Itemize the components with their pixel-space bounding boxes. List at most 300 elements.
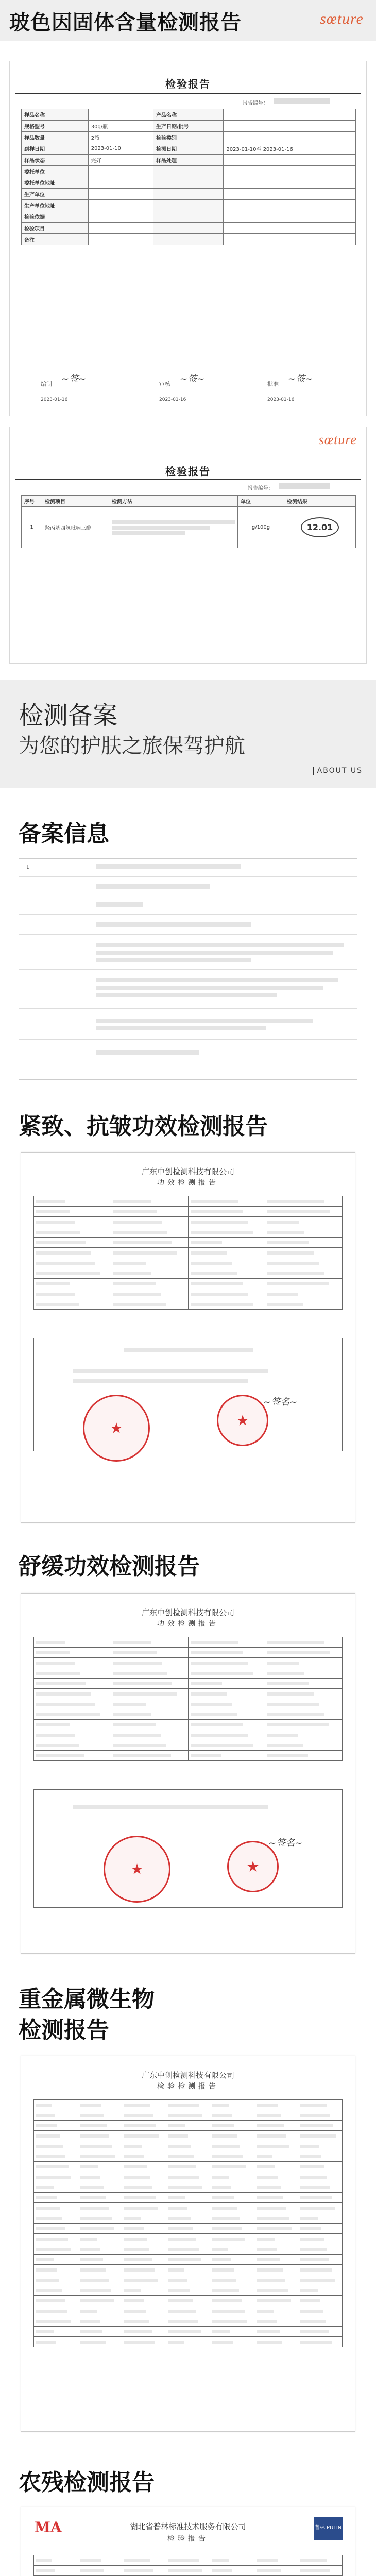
- table-cell: [78, 2141, 122, 2151]
- info-row: [22, 223, 356, 234]
- red-seal-icon: ★: [227, 1841, 279, 1892]
- table-cell: [34, 1279, 111, 1289]
- table-cell: [34, 2121, 78, 2131]
- table-cell: [210, 2131, 254, 2141]
- table-cell: [298, 2255, 343, 2265]
- info-row: [22, 132, 356, 143]
- row-value: [88, 166, 153, 177]
- filing-divider: [19, 876, 357, 877]
- table-cell: [122, 2275, 166, 2285]
- soothing-company: 广东中创检测科技有限公司: [141, 1608, 234, 1617]
- filing-field: [96, 922, 251, 927]
- row-label: 委托单位: [22, 166, 89, 177]
- table-cell: [166, 2327, 210, 2337]
- table-cell: [122, 2141, 166, 2151]
- row-unit: g/100g: [238, 507, 284, 548]
- info-row: [22, 166, 356, 177]
- table-row: [34, 1720, 343, 1730]
- table-cell: [122, 2193, 166, 2203]
- table-cell: [298, 2131, 343, 2141]
- table-cell: [111, 1238, 188, 1248]
- table-cell: [210, 2316, 254, 2327]
- table-cell: [78, 2566, 122, 2576]
- pesticide-report: [21, 2507, 355, 2576]
- table-cell: [298, 2224, 343, 2234]
- table-cell: [122, 2131, 166, 2141]
- table-cell: [78, 2172, 122, 2182]
- table-cell: [254, 2244, 298, 2255]
- table-row: [34, 1258, 343, 1268]
- table-cell: [254, 2337, 298, 2347]
- table-cell: [188, 1289, 265, 1299]
- top-banner: [0, 0, 376, 41]
- table-cell: [34, 1709, 111, 1720]
- table-cell: [298, 2141, 343, 2151]
- table-cell: [34, 2172, 78, 2182]
- row-label: 检验依据: [22, 211, 89, 223]
- table-cell: [210, 2265, 254, 2275]
- row-label: 备注: [22, 234, 89, 245]
- table-row: [34, 1299, 343, 1310]
- table-cell: [210, 2285, 254, 2296]
- row-label: 检验项目: [22, 223, 89, 234]
- antiwrinkle-report: [21, 1152, 355, 1523]
- table-cell: [111, 1740, 188, 1751]
- heavymetal-heading-2: 检测报告: [19, 2017, 109, 2043]
- table-cell: [34, 2265, 78, 2275]
- report-number-value-2: [279, 483, 330, 489]
- soothing-table: [33, 1637, 343, 1761]
- table-cell: [265, 1720, 343, 1730]
- table-cell: [166, 2172, 210, 2182]
- info-row: [22, 177, 356, 189]
- table-row: [34, 1238, 343, 1248]
- table-cell: [122, 2162, 166, 2172]
- filing-field: [96, 951, 333, 955]
- table-cell: [254, 2306, 298, 2316]
- table-row: [34, 1751, 343, 1761]
- result-table: [21, 495, 356, 548]
- row-value: [88, 189, 153, 200]
- table-cell: [254, 2296, 298, 2306]
- table-cell: [34, 2555, 78, 2566]
- table-cell: [78, 2110, 122, 2121]
- table-cell: [122, 2234, 166, 2244]
- table-cell: [254, 2275, 298, 2285]
- table-cell: [122, 2213, 166, 2224]
- table-cell: [254, 2193, 298, 2203]
- table-cell: [210, 2182, 254, 2193]
- signature-edit-label: 编制: [41, 381, 52, 387]
- table-cell: [122, 2100, 166, 2110]
- table-cell: [34, 1289, 111, 1299]
- table-cell: [188, 1248, 265, 1258]
- col-method: 检测方法: [109, 496, 238, 507]
- table-row: [34, 2265, 343, 2275]
- table-cell: [34, 2141, 78, 2151]
- col-unit: 单位: [238, 496, 284, 507]
- table-cell: [265, 1207, 343, 1217]
- row-value-2: [224, 155, 356, 166]
- table-cell: [298, 2566, 343, 2576]
- row-label-2: [153, 200, 224, 211]
- report-number-value: [274, 98, 330, 104]
- conclusion-line: [73, 1369, 268, 1373]
- table-cell: [188, 1709, 265, 1720]
- table-row: [34, 2296, 343, 2306]
- row-value-2: [224, 223, 356, 234]
- table-cell: [34, 2234, 78, 2244]
- table-cell: [188, 1751, 265, 1761]
- table-cell: [210, 2306, 254, 2316]
- table-cell: [210, 2141, 254, 2151]
- table-cell: [298, 2121, 343, 2131]
- table-row: [34, 1658, 343, 1668]
- table-cell: [188, 1279, 265, 1289]
- table-row: [34, 2234, 343, 2244]
- row-label: 样品名称: [22, 109, 89, 121]
- table-cell: [210, 2162, 254, 2172]
- table-cell: [122, 2555, 166, 2566]
- table-cell: [122, 2151, 166, 2162]
- row-value: [88, 223, 153, 234]
- table-cell: [34, 2566, 78, 2576]
- table-cell: [78, 2151, 122, 2162]
- row-value: [88, 177, 153, 189]
- table-cell: [34, 2213, 78, 2224]
- table-cell: [188, 1668, 265, 1679]
- table-cell: [188, 1227, 265, 1238]
- table-cell: [122, 2337, 166, 2347]
- row-value-2: [224, 132, 356, 143]
- table-cell: [111, 1709, 188, 1720]
- row-value: 30g/瓶: [88, 121, 153, 132]
- table-row: [34, 2162, 343, 2172]
- table-cell: [188, 1637, 265, 1648]
- info-row: [22, 234, 356, 245]
- table-row: [34, 1740, 343, 1751]
- table-cell: [188, 1299, 265, 1310]
- table-cell: [34, 1668, 111, 1679]
- table-cell: [265, 1289, 343, 1299]
- table-cell: [34, 1740, 111, 1751]
- table-cell: [122, 2244, 166, 2255]
- table-cell: [254, 2141, 298, 2151]
- table-cell: [122, 2224, 166, 2234]
- report-page-1: [9, 61, 367, 416]
- table-cell: [210, 2224, 254, 2234]
- pesticide-table: [33, 2555, 343, 2576]
- table-row: [34, 2213, 343, 2224]
- table-cell: [265, 1299, 343, 1310]
- col-no: 序号: [22, 496, 42, 507]
- table-cell: [78, 2182, 122, 2193]
- table-cell: [34, 2285, 78, 2296]
- row-label: 样品状态: [22, 155, 89, 166]
- table-cell: [254, 2203, 298, 2213]
- brand-logo-2: sœture: [318, 432, 357, 447]
- table-row: [34, 2121, 343, 2131]
- table-row: [34, 2337, 343, 2347]
- table-cell: [210, 2172, 254, 2182]
- filing-field: [96, 943, 344, 947]
- filing-field: [96, 884, 210, 889]
- report-page-2: [9, 427, 367, 664]
- row-label-2: [153, 223, 224, 234]
- table-cell: [166, 2285, 210, 2296]
- pulin-logo-text: 普林 PULIN: [314, 2525, 342, 2531]
- info-row: [22, 121, 356, 132]
- table-cell: [254, 2316, 298, 2327]
- row-value-2: [224, 109, 356, 121]
- filing-divider: [19, 914, 357, 915]
- signature: ~签名~: [263, 1397, 298, 1408]
- cma-logo-text: MA: [35, 2519, 62, 2536]
- row-value-2: 2023-01-10至 2023-01-16: [224, 143, 356, 155]
- table-cell: [122, 2110, 166, 2121]
- table-cell: [34, 1637, 111, 1648]
- table-row: [34, 2306, 343, 2316]
- table-cell: [122, 2296, 166, 2306]
- table-cell: [254, 2182, 298, 2193]
- table-cell: [298, 2275, 343, 2285]
- table-cell: [122, 2203, 166, 2213]
- table-cell: [298, 2296, 343, 2306]
- table-cell: [298, 2285, 343, 2296]
- sample-info-table: [21, 109, 356, 245]
- table-cell: [298, 2244, 343, 2255]
- filing-field: [96, 978, 338, 982]
- table-cell: [111, 1258, 188, 1268]
- table-cell: [166, 2162, 210, 2172]
- table-cell: [298, 2213, 343, 2224]
- table-cell: [122, 2121, 166, 2131]
- antiwrinkle-table: [33, 1196, 343, 1310]
- table-cell: [265, 1668, 343, 1679]
- row-value: 2瓶: [88, 132, 153, 143]
- table-cell: [34, 2327, 78, 2337]
- report-number-label-2: 报告编号：: [248, 486, 274, 492]
- table-cell: [34, 2162, 78, 2172]
- table-cell: [265, 1217, 343, 1227]
- row-label-2: [153, 211, 224, 223]
- table-cell: [265, 1679, 343, 1689]
- table-row: [34, 2224, 343, 2234]
- report-heading: 检验报告: [165, 78, 211, 90]
- table-cell: [78, 2327, 122, 2337]
- antiwrinkle-heading: 紧致、抗皱功效检测报告: [19, 1113, 268, 1140]
- table-cell: [265, 1227, 343, 1238]
- soothing-report: [21, 1593, 355, 1954]
- table-cell: [166, 2296, 210, 2306]
- table-cell: [210, 2193, 254, 2203]
- table-cell: [254, 2172, 298, 2182]
- row-value-2: [224, 200, 356, 211]
- table-cell: [34, 1658, 111, 1668]
- table-cell: [111, 1196, 188, 1207]
- table-cell: [166, 2224, 210, 2234]
- filing-field: [96, 1050, 199, 1055]
- table-cell: [34, 1730, 111, 1740]
- table-cell: [78, 2193, 122, 2203]
- filing-field: [96, 1019, 313, 1023]
- heading-divider: [15, 93, 361, 94]
- row-value-2: [224, 121, 356, 132]
- red-seal-icon: ★: [217, 1395, 268, 1446]
- row-label-2: [153, 234, 224, 245]
- row-label-2: 检验类别: [153, 132, 224, 143]
- table-cell: [34, 2337, 78, 2347]
- row-label-2: 样品处理: [153, 155, 224, 166]
- table-cell: [210, 2203, 254, 2213]
- signature-date-3: 2023-01-16: [267, 397, 295, 402]
- table-cell: [34, 2306, 78, 2316]
- table-cell: [34, 1196, 111, 1207]
- row-label: 规格型号: [22, 121, 89, 132]
- table-cell: [166, 2234, 210, 2244]
- table-cell: [298, 2203, 343, 2213]
- table-cell: [166, 2203, 210, 2213]
- table-cell: [111, 1227, 188, 1238]
- table-cell: [254, 2255, 298, 2265]
- table-cell: [78, 2100, 122, 2110]
- table-cell: [122, 2285, 166, 2296]
- row-value: [88, 211, 153, 223]
- row-label: 生产单位: [22, 189, 89, 200]
- table-cell: [188, 1689, 265, 1699]
- filing-field: [96, 902, 143, 907]
- table-cell: [254, 2234, 298, 2244]
- table-cell: [78, 2296, 122, 2306]
- filing-divider: [19, 1008, 357, 1009]
- table-cell: [298, 2162, 343, 2172]
- info-row: [22, 211, 356, 223]
- table-cell: [78, 2244, 122, 2255]
- table-cell: [166, 2255, 210, 2265]
- table-cell: [111, 1289, 188, 1299]
- pesticide-heading: 农残检测报告: [19, 2469, 155, 2496]
- table-cell: [78, 2213, 122, 2224]
- table-cell: [188, 1268, 265, 1279]
- table-cell: [34, 2203, 78, 2213]
- table-cell: [111, 1668, 188, 1679]
- table-cell: [111, 1299, 188, 1310]
- row-label-2: 检测日期: [153, 143, 224, 155]
- table-row: [34, 2327, 343, 2337]
- table-cell: [298, 2265, 343, 2275]
- table-cell: [254, 2566, 298, 2576]
- table-cell: [298, 2555, 343, 2566]
- banner-title: 玻色因固体含量检测报告: [9, 11, 242, 35]
- table-row: [34, 2172, 343, 2182]
- table-cell: [111, 1658, 188, 1668]
- heavymetal-subtitle: 检验检测报告: [157, 2082, 219, 2091]
- table-cell: [34, 1699, 111, 1709]
- table-cell: [166, 2151, 210, 2162]
- table-cell: [166, 2244, 210, 2255]
- heavymetal-table: [33, 2099, 343, 2347]
- table-row: [34, 1268, 343, 1279]
- table-cell: [254, 2100, 298, 2110]
- table-cell: [254, 2131, 298, 2141]
- table-cell: [166, 2121, 210, 2131]
- table-cell: [78, 2162, 122, 2172]
- row-label: 到样日期: [22, 143, 89, 155]
- table-cell: [210, 2555, 254, 2566]
- red-seal-icon: ★: [83, 1395, 150, 1462]
- table-row: [34, 2555, 343, 2566]
- signature-date-2: 2023-01-16: [159, 397, 186, 402]
- table-cell: [111, 1699, 188, 1709]
- info-row: [22, 189, 356, 200]
- table-cell: [210, 2151, 254, 2162]
- table-row: [34, 2100, 343, 2110]
- red-seal-icon: ★: [104, 1836, 170, 1903]
- table-cell: [78, 2285, 122, 2296]
- table-cell: [111, 1648, 188, 1658]
- table-cell: [34, 2255, 78, 2265]
- row-value-2: [224, 234, 356, 245]
- table-cell: [166, 2182, 210, 2193]
- signature-edit: ~签~: [61, 374, 87, 384]
- table-cell: [210, 2234, 254, 2244]
- table-cell: [166, 2110, 210, 2121]
- table-cell: [122, 2172, 166, 2182]
- table-cell: [166, 2131, 210, 2141]
- table-row: [34, 1196, 343, 1207]
- table-cell: [298, 2316, 343, 2327]
- row-no: 1: [22, 507, 42, 548]
- filing-field: [96, 864, 241, 869]
- row-result: [284, 507, 356, 548]
- table-cell: [111, 1248, 188, 1258]
- table-row: [34, 2182, 343, 2193]
- table-cell: [265, 1740, 343, 1751]
- filing-intro-band: [0, 680, 376, 788]
- table-cell: [254, 2213, 298, 2224]
- info-row: [22, 200, 356, 211]
- table-cell: [188, 1217, 265, 1227]
- table-cell: [254, 2224, 298, 2234]
- table-cell: [111, 1751, 188, 1761]
- table-row: [34, 1668, 343, 1679]
- info-row: [22, 109, 356, 121]
- antiwrinkle-company: 广东中创检测科技有限公司: [141, 1167, 234, 1176]
- table-cell: [210, 2566, 254, 2576]
- table-cell: [166, 2555, 210, 2566]
- table-cell: [254, 2327, 298, 2337]
- table-cell: [34, 2244, 78, 2255]
- about-us-tag: ABOUT US: [313, 767, 363, 775]
- table-cell: [188, 1730, 265, 1740]
- table-cell: [111, 1689, 188, 1699]
- heavymetal-heading-1: 重金属微生物: [19, 1986, 155, 2012]
- table-cell: [188, 1720, 265, 1730]
- table-row: [34, 1217, 343, 1227]
- filing-field: [96, 986, 323, 990]
- info-row: [22, 155, 356, 166]
- filing-field: [96, 993, 277, 997]
- table-cell: [188, 1699, 265, 1709]
- filing-divider: [19, 969, 357, 970]
- row-label: 样品数量: [22, 132, 89, 143]
- table-cell: [122, 2255, 166, 2265]
- table-cell: [34, 2182, 78, 2193]
- table-cell: [210, 2255, 254, 2265]
- table-cell: [34, 1238, 111, 1248]
- table-row: [34, 2244, 343, 2255]
- table-cell: [166, 2306, 210, 2316]
